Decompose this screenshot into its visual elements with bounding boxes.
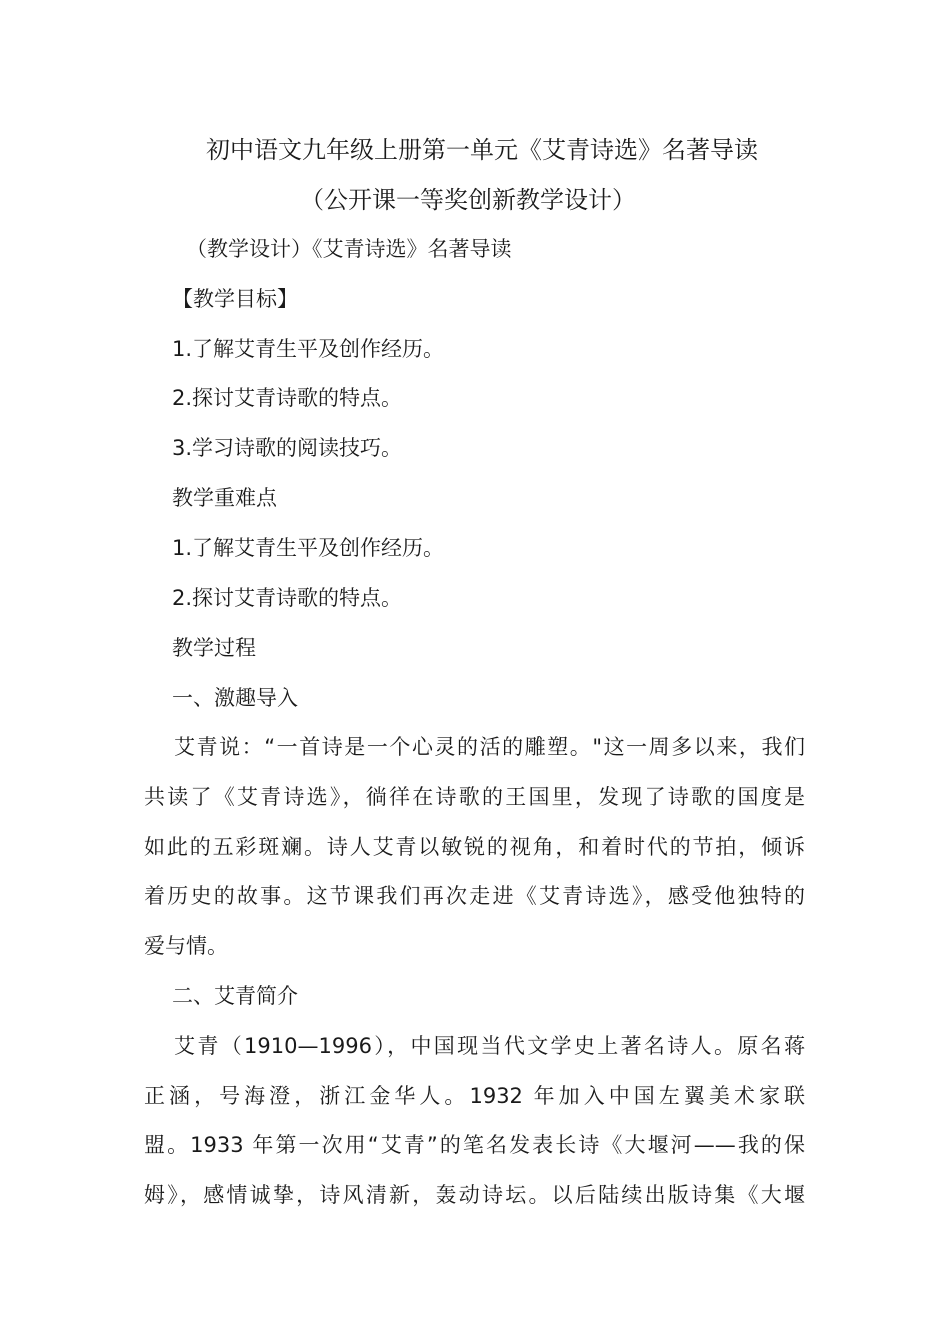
key-points-heading: 教学重难点 (172, 486, 277, 510)
document-subtitle: （公开课一等奖创新教学设计） (300, 186, 636, 214)
process-heading: 教学过程 (172, 636, 256, 660)
intro-line: （教学设计）《艾青诗选》名著导读 (186, 237, 512, 261)
paragraph-line: 共读了《艾青诗选》，徜徉在诗歌的王国里，发现了诗歌的国度是 (144, 785, 805, 809)
objective-item: 1.了解艾青生平及创作经历。 (172, 337, 445, 361)
key-point-item: 1.了解艾青生平及创作经历。 (172, 536, 445, 560)
section-heading-intro: 一、激趣导入 (172, 686, 298, 710)
paragraph-line: 姆》，感情诚挚，诗风清新，轰动诗坛。以后陆续出版诗集《大堰 (144, 1183, 805, 1207)
paragraph-line: 爱与情。 (144, 934, 228, 958)
paragraph-line: 盟。1933 年第一次用“艾青”的笔名发表长诗《大堰河——我的保 (144, 1133, 805, 1157)
section-heading-biography: 二、艾青简介 (172, 984, 298, 1008)
paragraph-line: 正涵，号海澄，浙江金华人。1932 年加入中国左翼美术家联 (144, 1084, 805, 1108)
paragraph-line: 着历史的故事。这节课我们再次走进《艾青诗选》，感受他独特的 (144, 884, 805, 908)
objectives-heading: 【教学目标】 (172, 287, 298, 311)
document-title: 初中语文九年级上册第一单元《艾青诗选》名著导读 (206, 136, 758, 164)
paragraph-line: 如此的五彩斑斓。诗人艾青以敏锐的视角，和着时代的节拍，倾诉 (144, 835, 805, 859)
objective-item: 3.学习诗歌的阅读技巧。 (172, 436, 403, 460)
objective-item: 2.探讨艾青诗歌的特点。 (172, 386, 403, 410)
paragraph-line: 艾青说：“一首诗是一个心灵的活的雕塑。"这一周多以来，我们 (174, 735, 805, 759)
paragraph-line: 艾青（1910—1996），中国现当代文学史上著名诗人。原名蒋 (174, 1034, 805, 1058)
key-point-item: 2.探讨艾青诗歌的特点。 (172, 586, 403, 610)
